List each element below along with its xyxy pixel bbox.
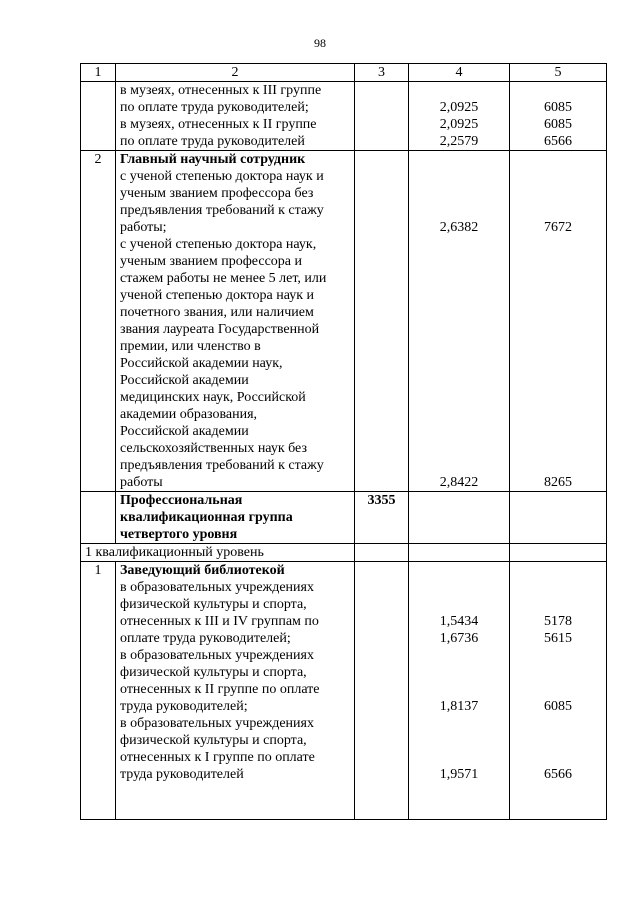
- text-line: Российской академии: [120, 424, 249, 439]
- row-number-cell: 1: [81, 562, 116, 820]
- table-row-qualification-group: [81, 492, 607, 544]
- coefficient-cell: [409, 151, 510, 492]
- coefficient-value: 1,6736: [439, 631, 479, 646]
- position-cell: [116, 151, 355, 492]
- amount-value: [514, 372, 602, 389]
- amount-value: [514, 732, 602, 749]
- text-line: в образовательных учреждениях: [120, 716, 314, 731]
- text-line: ученым званием профессора и: [120, 254, 302, 269]
- row-number-cell: [81, 82, 116, 151]
- text-line: с ученой степенью доктора наук,: [120, 237, 317, 252]
- text-line: звания лауреата Государственной: [120, 322, 320, 337]
- amount-value: [514, 389, 602, 406]
- amount-value: [514, 749, 602, 766]
- salary-table: [80, 63, 607, 820]
- position-title: Заведующий библиотекой: [120, 563, 285, 578]
- text-line: физической культуры и спорта,: [120, 665, 307, 680]
- amount-value: [514, 304, 602, 321]
- header-col-3: 3: [355, 64, 409, 82]
- position-cell: [116, 82, 355, 151]
- text-line: физической культуры и спорта,: [120, 597, 307, 612]
- amount-value: [514, 406, 602, 423]
- group-title-line: четвертого уровня: [120, 527, 238, 542]
- amount-value: 5178: [544, 614, 572, 629]
- text-line: по оплате труда руководителей;: [120, 100, 309, 115]
- text-line: работы: [120, 475, 163, 490]
- coefficient-value: [413, 304, 505, 321]
- table-row-level: [81, 544, 607, 562]
- amount-value: [514, 253, 602, 270]
- coefficient-value: 2,8422: [439, 475, 479, 490]
- text-line: в образовательных учреждениях: [120, 648, 314, 663]
- text-line: труда руководителей: [120, 767, 244, 782]
- text-line: труда руководителей;: [120, 699, 248, 714]
- coefficient-value: [413, 82, 505, 99]
- amount-cell: [510, 544, 607, 562]
- text-line: физической культуры и спорта,: [120, 733, 307, 748]
- amount-value: 6085: [544, 100, 572, 115]
- coefficient-value: [413, 596, 505, 613]
- text-line: отнесенных к I группе по оплате: [120, 750, 315, 765]
- text-line: премии, или членство в: [120, 339, 261, 354]
- amount-value: 6566: [544, 134, 572, 149]
- amount-value: [514, 440, 602, 457]
- text-line: почетного звания, или наличием: [120, 305, 314, 320]
- salary-cell: [355, 562, 409, 820]
- amount-value: [514, 236, 602, 253]
- amount-value: [514, 355, 602, 372]
- coefficient-value: [413, 749, 505, 766]
- amount-value: [514, 287, 602, 304]
- row-number-cell: [81, 492, 116, 544]
- amount-cell: [510, 562, 607, 820]
- amount-cell: [510, 151, 607, 492]
- coefficient-value: [413, 151, 505, 168]
- text-line: отнесенных к III и IV группам по: [120, 614, 319, 629]
- header-col-1: 1: [81, 64, 116, 82]
- amount-value: [514, 681, 602, 698]
- text-line: ученым званием профессора без: [120, 186, 314, 201]
- amount-value: 5615: [544, 631, 572, 646]
- coefficient-cell: [409, 492, 510, 544]
- text-line: Российской академии наук,: [120, 356, 283, 371]
- text-line: предъявления требований к стажу: [120, 203, 324, 218]
- table-row-library-head: [81, 562, 607, 820]
- coefficient-value: 1,9571: [439, 767, 479, 782]
- coefficient-value: [413, 715, 505, 732]
- amount-value: 8265: [544, 475, 572, 490]
- coefficient-value: 2,6382: [439, 220, 479, 235]
- text-line: в музеях, отнесенных к III группе: [120, 83, 322, 98]
- text-line: отнесенных к II группе по оплате: [120, 682, 320, 697]
- coefficient-value: [413, 321, 505, 338]
- coefficient-value: [413, 389, 505, 406]
- coefficient-value: [413, 236, 505, 253]
- coefficient-value: [413, 647, 505, 664]
- coefficient-value: [413, 579, 505, 596]
- coefficient-value: [413, 270, 505, 287]
- header-col-4: 4: [409, 64, 510, 82]
- text-line: по оплате труда руководителей: [120, 134, 305, 149]
- table-header-row: [81, 64, 607, 82]
- group-salary-cell: 3355: [355, 492, 409, 544]
- coefficient-value: [413, 457, 505, 474]
- salary-cell: [355, 82, 409, 151]
- coefficient-cell: [409, 82, 510, 151]
- amount-value: 6566: [544, 767, 572, 782]
- salary-cell: [355, 544, 409, 562]
- coefficient-value: 2,2579: [439, 134, 479, 149]
- text-line: с ученой степенью доктора наук и: [120, 169, 324, 184]
- amount-value: [514, 151, 602, 168]
- text-line: сельскохозяйственных наук без: [120, 441, 307, 456]
- coefficient-value: [413, 202, 505, 219]
- coefficient-value: [413, 372, 505, 389]
- amount-value: [514, 579, 602, 596]
- text-line: работы;: [120, 220, 167, 235]
- text-line: оплате труда руководителей;: [120, 631, 291, 646]
- coefficient-cell: [409, 562, 510, 820]
- coefficient-value: [413, 423, 505, 440]
- coefficient-cell: [409, 544, 510, 562]
- amount-value: [514, 82, 602, 99]
- amount-value: [514, 664, 602, 681]
- table-row-chief-researcher: [81, 151, 607, 492]
- group-title-line: Профессиональная: [120, 493, 243, 508]
- coefficient-value: 2,0925: [439, 100, 479, 115]
- level-label-cell: 1 квалификационный уровень: [81, 544, 355, 562]
- amount-value: [514, 647, 602, 664]
- coefficient-value: 1,5434: [439, 614, 479, 629]
- amount-value: [514, 338, 602, 355]
- amount-value: [514, 596, 602, 613]
- coefficient-value: [413, 681, 505, 698]
- coefficient-value: [413, 406, 505, 423]
- group-title-cell: [116, 492, 355, 544]
- position-cell: [116, 562, 355, 820]
- coefficient-value: [413, 562, 505, 579]
- coefficient-value: [413, 664, 505, 681]
- page-number: 98: [314, 36, 326, 50]
- coefficient-value: [413, 287, 505, 304]
- coefficient-value: [413, 185, 505, 202]
- position-title: Главный научный сотрудник: [120, 152, 306, 167]
- amount-value: [514, 321, 602, 338]
- coefficient-value: [413, 253, 505, 270]
- text-line: академии образования,: [120, 407, 258, 422]
- amount-cell: [510, 492, 607, 544]
- table-row-continued: [81, 82, 607, 151]
- coefficient-value: [413, 355, 505, 372]
- coefficient-value: [413, 168, 505, 185]
- amount-value: [514, 562, 602, 579]
- coefficient-value: [413, 338, 505, 355]
- text-line: медицинских наук, Российской: [120, 390, 306, 405]
- coefficient-value: [413, 440, 505, 457]
- row-number-cell: 2: [81, 151, 116, 492]
- amount-value: [514, 168, 602, 185]
- group-title-line: квалификационная группа: [120, 510, 293, 525]
- amount-value: 7672: [544, 220, 572, 235]
- text-line: Российской академии: [120, 373, 249, 388]
- coefficient-value: [413, 732, 505, 749]
- amount-cell: [510, 82, 607, 151]
- text-line: ученой степенью доктора наук и: [120, 288, 315, 303]
- text-line: предъявления требований к стажу: [120, 458, 324, 473]
- salary-cell: [355, 151, 409, 492]
- header-col-5: 5: [510, 64, 607, 82]
- amount-value: [514, 457, 602, 474]
- coefficient-value: 2,0925: [439, 117, 479, 132]
- amount-value: 6085: [544, 699, 572, 714]
- amount-value: [514, 423, 602, 440]
- header-col-2: 2: [116, 64, 355, 82]
- amount-value: [514, 202, 602, 219]
- coefficient-value: 1,8137: [439, 699, 479, 714]
- amount-value: [514, 715, 602, 732]
- amount-value: 6085: [544, 117, 572, 132]
- amount-value: [514, 270, 602, 287]
- text-line: в образовательных учреждениях: [120, 580, 314, 595]
- text-line: стажем работы не менее 5 лет, или: [120, 271, 327, 286]
- text-line: в музеях, отнесенных к II группе: [120, 117, 317, 132]
- amount-value: [514, 185, 602, 202]
